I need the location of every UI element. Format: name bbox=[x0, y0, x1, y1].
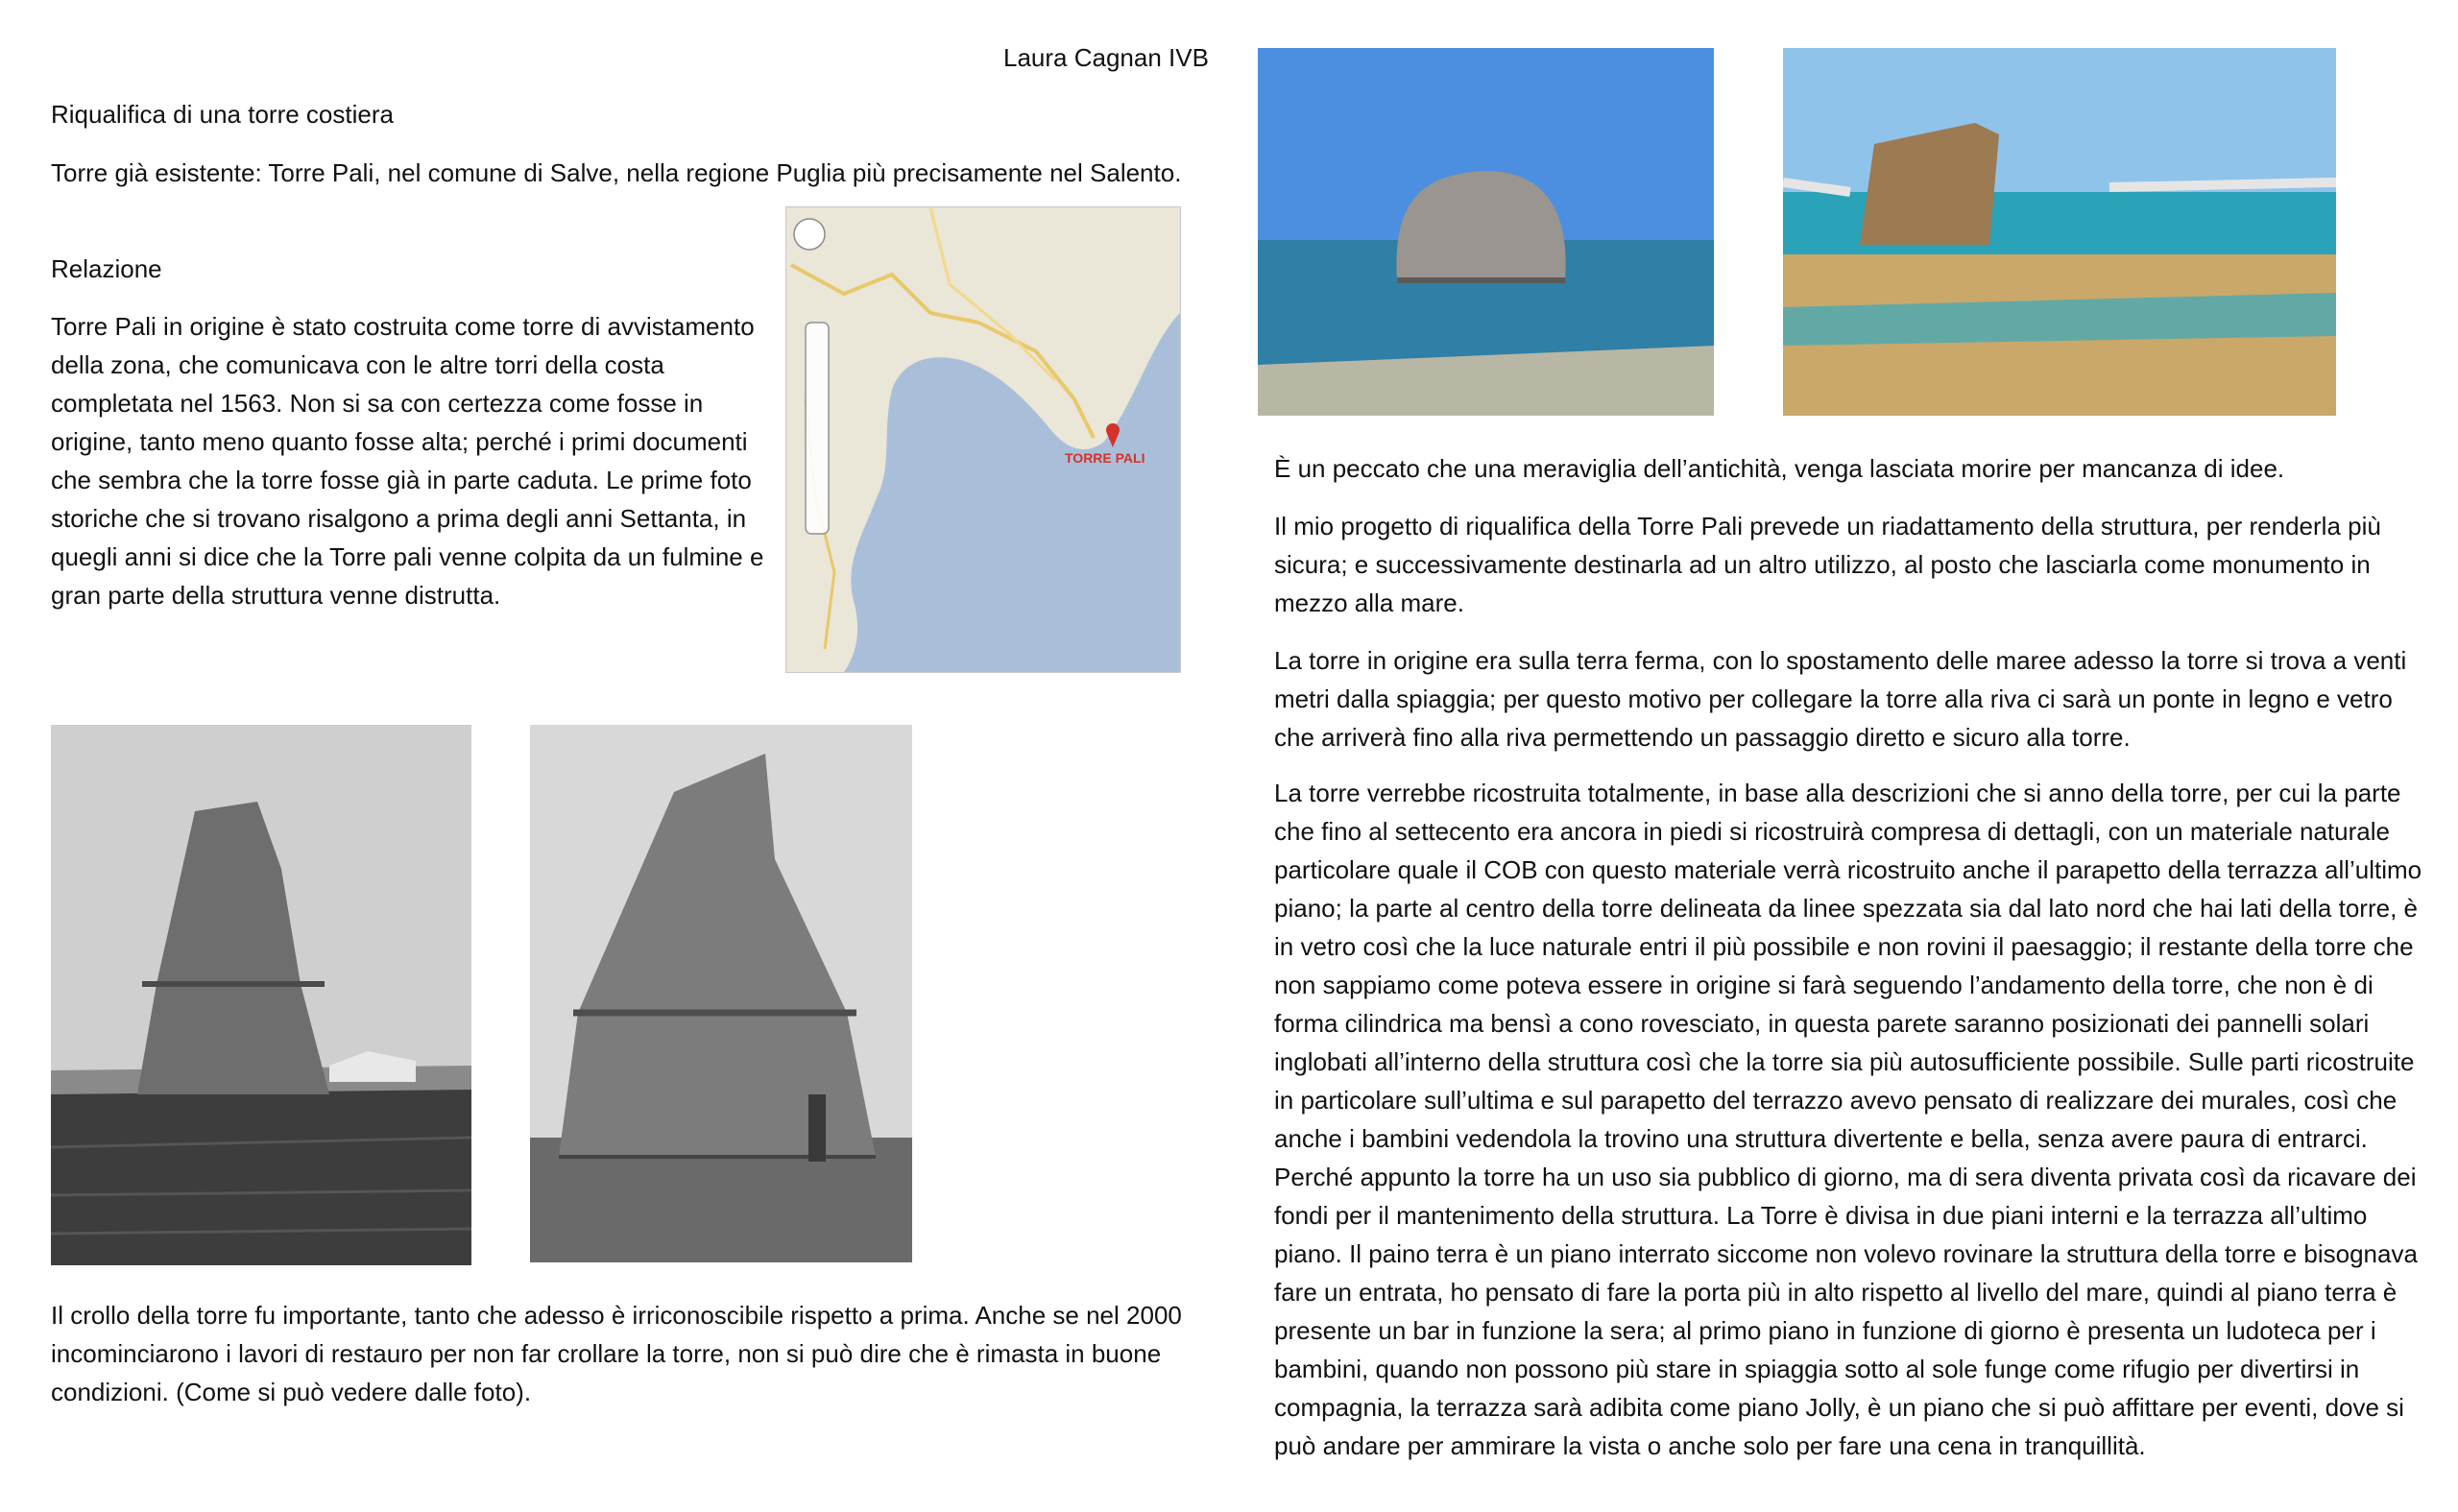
historic-photo-2 bbox=[530, 725, 912, 1262]
tower-photo-present-1 bbox=[1258, 48, 1714, 416]
history-paragraph: Torre Pali in origine è stato costruita come torre di avvistamento della zona, che comunicava con le altre torri della costa completata nel 1563. Non si sa con certezza come fosse in origine, tanto meno quanto fosse alta; perché i primi documenti che sembra che la torre fosse già in parte caduta. Le prime foto storiche che si trovano risalgono a prima degli anni Settanta, in quegli anni si dice che la Torre pali venne colpita da un fulmine e gran parte della struttura venne distrutta. bbox=[51, 312, 764, 610]
map-marker-label: TORRE PALI bbox=[1065, 450, 1145, 466]
document-title: Riqualifica di una torre costiera bbox=[51, 100, 394, 129]
collapse-paragraph: Il crollo della torre fu importante, tanto che adesso è irriconoscibile rispetto a prima. Anche se nel 2000 incominciarono i lavori di restauro per non far crollare la torre, non si può dire che è rimasta in buone condizioni. (Come si può vedere dalle foto). bbox=[51, 1301, 1182, 1406]
tower-photo-present-2 bbox=[1783, 48, 2336, 416]
right-paragraph-1: È un peccato che una meraviglia dell’antichità, venga lasciata morire per mancanza di idee. bbox=[1274, 454, 2285, 483]
right-paragraph-4: La torre verrebbe ricostruita totalmente, in base alla descrizioni che si anno della torre, per cui la parte che fino al settecento era ancora in piedi si ricostruirà compresa di dettagli, con un materiale naturale particolare quale il COB con questo materiale verrà ricostruito anche il parapetto della terrazza all’ultimo piano; la parte al centro della torre delineata da linee spezzata sia dal lato nord che hai lati della torre, è in vetro così che la luce naturale entri il più possibile e non rovini il paesaggio; il restante della torre che non sappiamo come poteva essere in origine si farà seguendo l’andamento della torre, che non è di forma cilindrica ma bensì a cono rovesciato, in questa parete saranno posizionati dei pannelli solari inglobati all’interno della struttura così che la torre sia più autosufficiente possibile. Sulle parti ricostruite in particolare sull’ultima e sul parapetto del terrazzo avevo pensato di realizzare dei murales, così che anche i bambini vedendola la trovino una struttura divertente e bella, senza avere paura di entrarci. Perché appunto la torre ha un uso sia pubblico di giorno, ma di sera diventa privata così da ricavare dei fondi per il mantenimento della struttura. La Torre è divisa in due piani interni e la terrazza all’ultimo piano. Il paino terra è un piano interrato siccome non volevo rovinare la struttura della torre e bisognava fare un entrata, ho pensato di fare la porta più in alto rispetto al livello del mare, quindi al piano terra è presente un bar in funzione la sera; al primo piano in funzione di giorno è presenta un ludoteca per i bambini, quando non possono più stare in spiaggia sotto al sole funge come rifugio per divertirsi in compagnia, la terrazza sarà adibita come piano Jolly, è un piano che si può affittare per eventi, dove si può andare per ammirare la vista o anche solo per fare una cena in tranquillità. bbox=[1274, 779, 2422, 1460]
right-paragraph-3: La torre in origine era sulla terra ferma, con lo spostamento delle maree adesso la torre si trova a venti metri dalla spiaggia; per questo motivo per collegare la torre alla riva ci sarà un ponte in legno e vetro che arriverà fino alla riva permettendo un passaggio diretto e sicuro alla torre. bbox=[1274, 646, 2407, 752]
author-line: Laura Cagnan IVB bbox=[1003, 43, 1209, 72]
right-paragraph-2: Il mio progetto di riqualifica della Torre Pali prevede un riadattamento della struttura, per renderla più sicura; e successivamente destinarla ad un altro utilizzo, al posto che lasciarla come monumento in mezzo alla mare. bbox=[1274, 512, 2381, 617]
historic-photo-1 bbox=[51, 725, 471, 1265]
map-image bbox=[785, 206, 1181, 673]
intro-paragraph: Torre già esistente: Torre Pali, nel comune di Salve, nella regione Puglia più precisamente nel Salento. bbox=[51, 158, 1182, 187]
section-heading: Relazione bbox=[51, 254, 162, 283]
